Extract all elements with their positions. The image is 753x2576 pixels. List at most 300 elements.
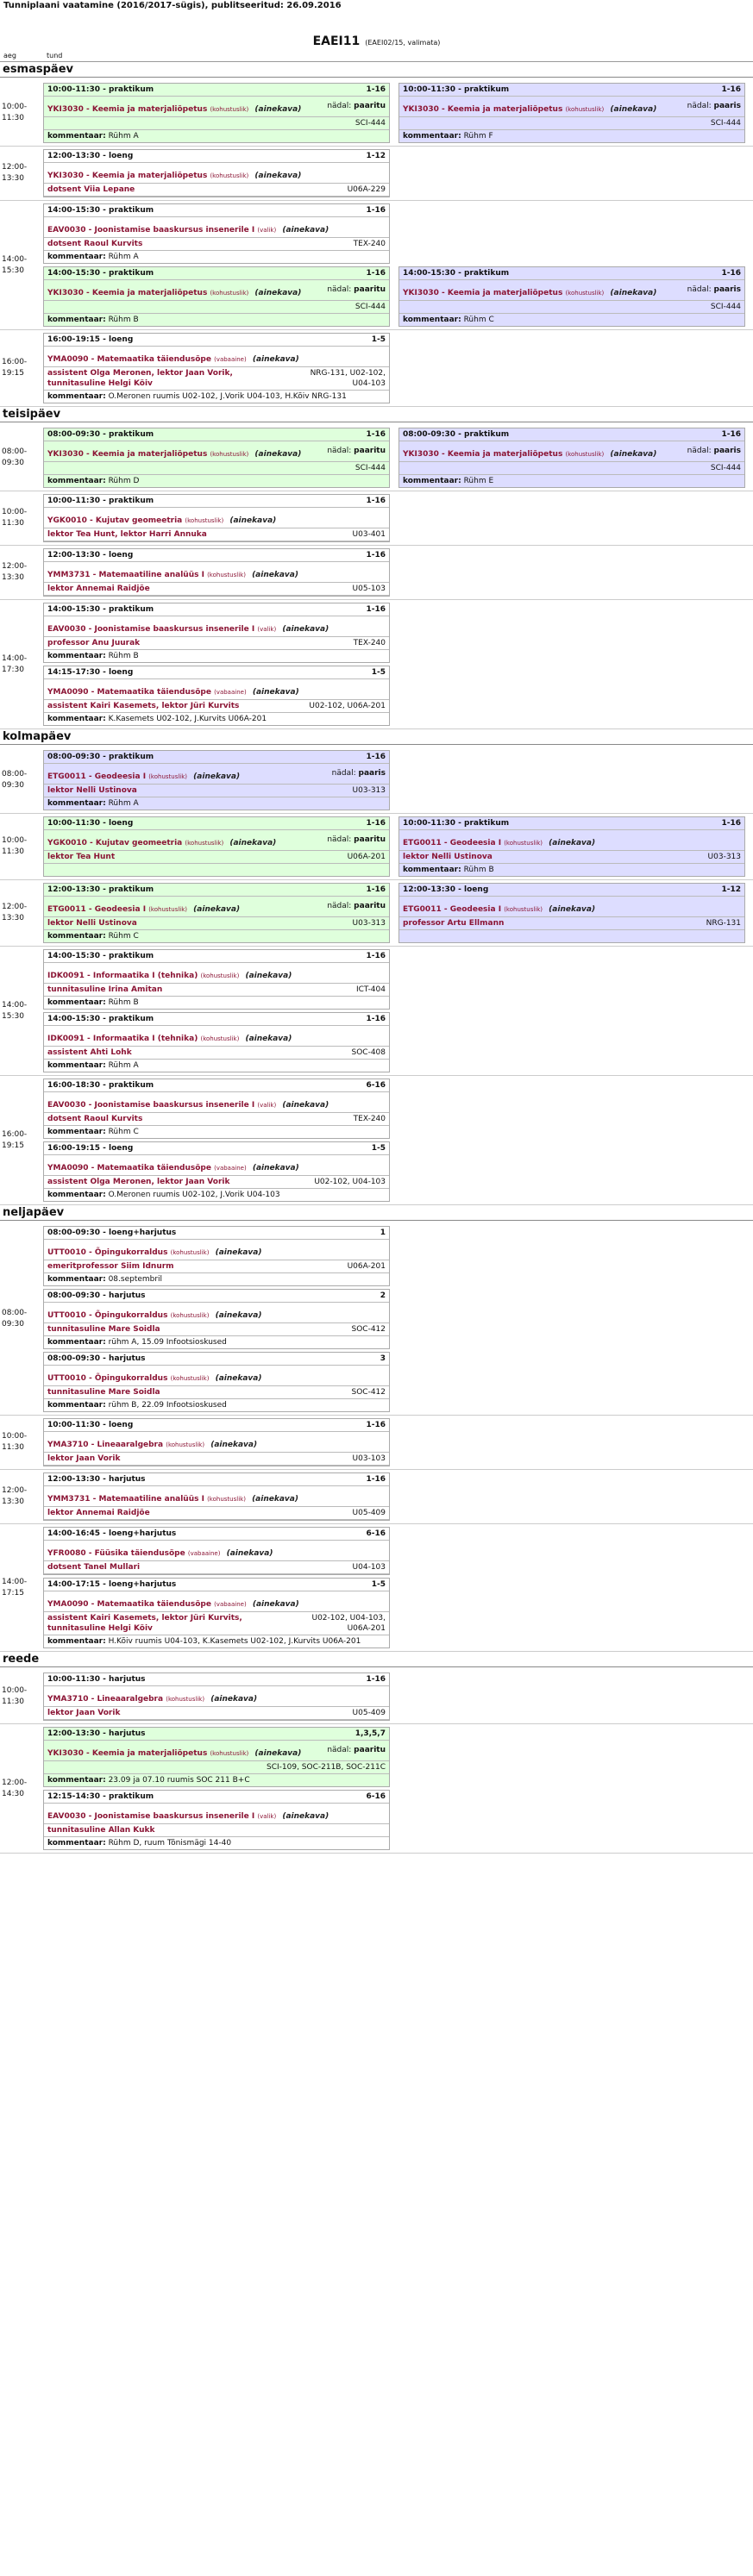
course-type: (kohustuslik) — [148, 906, 188, 913]
room-code: U06A-229 — [347, 185, 386, 194]
course-syllabus-link[interactable]: (ainekava) — [252, 1164, 299, 1172]
week-value: paaritu — [354, 447, 386, 455]
event-header — [44, 1079, 389, 1092]
event-card[interactable] — [43, 1141, 390, 1202]
slot-time: 10:00- 11:30 — [2, 103, 28, 122]
teacher-name[interactable]: lektor Jaan Vorik — [47, 1709, 121, 1717]
event-body — [44, 1155, 389, 1176]
event-weeks: 1-16 — [366, 1421, 386, 1429]
event-header — [44, 495, 389, 508]
event-comment — [44, 1399, 389, 1411]
event-weeks: 1-16 — [366, 206, 386, 215]
teacher-name[interactable]: dotsent Raoul Kurvits — [47, 1115, 143, 1123]
course-link[interactable] — [47, 1164, 386, 1172]
event-body — [399, 280, 744, 301]
event-card[interactable] — [398, 83, 745, 143]
week-value: paaritu — [354, 102, 386, 110]
course-type: (kohustuslik) — [170, 1375, 210, 1382]
slot-time: 12:00- 13:30 — [2, 1486, 28, 1506]
room-code: TEX-240 — [353, 639, 386, 647]
course-link[interactable] — [47, 1549, 386, 1558]
course-syllabus-link[interactable]: (ainekava) — [252, 688, 299, 697]
event-weeks: 6-16 — [366, 1529, 386, 1538]
event-card[interactable] — [43, 1418, 390, 1466]
course-name[interactable]: ETG0011 - Geodeesia I — [47, 772, 147, 781]
room-code: U03-313 — [707, 853, 741, 861]
event-card[interactable] — [43, 949, 390, 1010]
course-name[interactable]: EAV0030 - Joonistamise baaskursus insenerile I — [47, 1812, 255, 1821]
course-syllabus-link[interactable]: (ainekava) — [229, 516, 277, 525]
event-weeks: 1-16 — [366, 1015, 386, 1023]
teacher-room-line — [44, 238, 389, 251]
comment-label: kommentaar: — [47, 652, 106, 660]
teacher-name[interactable]: dotsent Viia Lepane — [47, 185, 135, 194]
room-code: U03-401 — [352, 530, 386, 539]
event-comment — [399, 314, 744, 326]
course-syllabus-link[interactable]: (ainekava) — [549, 905, 596, 914]
course-syllabus-link[interactable]: (ainekava) — [282, 625, 329, 634]
course-syllabus-link[interactable]: (ainekava) — [254, 105, 302, 114]
course-syllabus-link[interactable]: (ainekava) — [215, 1374, 262, 1383]
teacher-name[interactable]: assistent Olga Meronen, lektor Jaan Vorik — [47, 1178, 230, 1186]
course-name[interactable]: YKI3030 - Keemia ja materjaliõpetus — [403, 289, 563, 297]
event-header — [44, 751, 389, 764]
slot-time: 12:00- 13:30 — [2, 163, 28, 183]
event-card[interactable] — [43, 428, 390, 488]
course-link[interactable] — [47, 1441, 386, 1449]
event-weeks: 1-16 — [721, 819, 741, 828]
course-syllabus-link[interactable]: (ainekava) — [245, 972, 292, 980]
event-card[interactable] — [43, 1578, 390, 1648]
course-syllabus-link[interactable]: (ainekava) — [610, 289, 657, 297]
event-body — [44, 1432, 389, 1453]
slot-events — [43, 203, 753, 327]
course-syllabus-link[interactable]: (ainekava) — [229, 839, 277, 847]
event-header — [44, 666, 389, 679]
course-type: (kohustuslik) — [148, 773, 188, 780]
teacher-name[interactable]: lektor Tea Hunt — [47, 853, 116, 861]
teacher-room-line — [44, 1824, 389, 1837]
event-weeks: 6-16 — [366, 1792, 386, 1801]
teacher-name[interactable]: assistent Kairi Kasemets, lektor Jüri Kurvits — [47, 702, 240, 710]
course-name[interactable]: YMA0090 - Matemaatika täiendusõpe — [47, 688, 211, 697]
comment-text: Rühm B — [108, 316, 139, 324]
time-slot — [0, 880, 753, 947]
course-link[interactable] — [47, 1311, 386, 1320]
event-row — [43, 816, 750, 877]
group-subtitle: (EAEI02/15, valimata) — [365, 39, 441, 47]
event-body — [44, 97, 389, 117]
room-code: U03-313 — [352, 919, 386, 928]
event-time-type: 10:00-11:30 - loeng — [47, 819, 134, 828]
teacher-room-line — [44, 917, 389, 930]
event-card[interactable] — [43, 83, 390, 143]
slot-time: 12:00- 14:30 — [2, 1778, 28, 1798]
course-link[interactable] — [47, 625, 386, 634]
event-card[interactable] — [43, 203, 390, 264]
event-row — [43, 83, 750, 143]
event-card[interactable] — [43, 1790, 390, 1850]
event-card[interactable] — [398, 428, 745, 488]
teacher-name[interactable]: lektor Nelli Ustinova — [47, 786, 137, 795]
slot-time: 12:00- 13:30 — [2, 562, 28, 582]
week-label: nädal: — [331, 769, 356, 778]
event-card[interactable] — [43, 1727, 390, 1787]
event-time-type: 12:00-13:30 - harjutus — [47, 1475, 146, 1484]
teacher-room-line — [44, 1323, 389, 1336]
course-type: (kohustuslik) — [210, 172, 249, 179]
comment-text: Rühm A — [108, 1061, 139, 1070]
course-link[interactable] — [47, 688, 386, 697]
event-header — [44, 549, 389, 562]
room-code: U03-103 — [352, 1454, 386, 1463]
event-card[interactable] — [398, 266, 745, 327]
teacher-room-line — [44, 301, 389, 314]
event-body — [44, 1240, 389, 1260]
course-link[interactable] — [47, 226, 386, 234]
comment-text: 23.09 ja 07.10 ruumis SOC 211 B+C — [108, 1776, 250, 1785]
day-heading: reede — [0, 1652, 753, 1667]
course-link[interactable] — [403, 905, 741, 914]
week-label: nädal: — [327, 835, 352, 844]
course-syllabus-link[interactable]: (ainekava) — [254, 172, 302, 180]
event-row — [43, 1472, 750, 1521]
week-value: paaritu — [354, 902, 386, 910]
course-link[interactable] — [47, 571, 386, 579]
event-weeks: 1-16 — [366, 430, 386, 439]
course-name[interactable]: YKI3030 - Keemia ja materjaliõpetus — [403, 450, 563, 459]
event-card[interactable] — [398, 883, 745, 943]
event-card[interactable] — [43, 333, 390, 403]
event-card[interactable] — [43, 1352, 390, 1412]
course-name[interactable]: YMA0090 - Matemaatika täiendusõpe — [47, 355, 211, 364]
course-syllabus-link[interactable]: (ainekava) — [215, 1311, 262, 1320]
course-link[interactable] — [47, 1101, 386, 1110]
group-code: EAEI11 — [312, 34, 361, 48]
course-name[interactable]: YKI3030 - Keemia ja materjaliõpetus — [47, 289, 208, 297]
course-syllabus-link[interactable]: (ainekava) — [252, 1495, 298, 1504]
comment-label: kommentaar: — [403, 866, 461, 874]
event-time-type: 12:00-13:30 - loeng — [403, 885, 489, 894]
event-comment — [44, 130, 389, 142]
course-syllabus-link[interactable]: (ainekava) — [252, 355, 299, 364]
event-comment — [44, 1273, 389, 1285]
slot-events — [43, 333, 753, 403]
room-code: SCI-109, SOC-211B, SOC-211C — [267, 1763, 386, 1772]
week-value: paaris — [358, 769, 386, 778]
course-type: (kohustuslik) — [504, 906, 543, 913]
teacher-name[interactable]: assistent Kairi Kasemets, lektor Jüri Kurvits, tunnitasuline Helgi Kõiv — [47, 1614, 242, 1633]
event-header — [44, 1419, 389, 1432]
room-code: U03-313 — [352, 786, 386, 795]
course-syllabus-link[interactable]: (ainekava) — [193, 772, 241, 781]
course-syllabus-link[interactable]: (ainekava) — [282, 1101, 329, 1110]
room-code: U02-102, U04-103, U06A-201 — [311, 1614, 386, 1633]
week-value: paaris — [713, 102, 741, 110]
week-label: nädal: — [327, 902, 352, 910]
teacher-name[interactable]: tunnitasuline Mare Soidla — [47, 1388, 160, 1397]
room-code: U05-409 — [352, 1709, 386, 1717]
room-code: U05-409 — [352, 1509, 386, 1517]
event-header — [44, 1791, 389, 1804]
comment-text: Rühm C — [108, 932, 139, 941]
day-heading: teisipäev — [0, 407, 753, 422]
event-body — [44, 1804, 389, 1824]
comment-text: Rühm A — [108, 799, 139, 808]
course-name[interactable]: YKI3030 - Keemia ja materjaliõpetus — [47, 450, 208, 459]
comment-text: Rühm F — [463, 132, 493, 141]
time-slot — [0, 947, 753, 1076]
event-card[interactable] — [43, 603, 390, 663]
room-code: NRG-131, U02-102, U04-103 — [310, 369, 386, 388]
course-name[interactable]: EAV0030 - Joonistamise baaskursus insenerile I — [47, 625, 255, 634]
event-header — [44, 1579, 389, 1591]
course-name[interactable]: YGK0010 - Kujutav geomeetria — [47, 839, 183, 847]
event-body — [44, 679, 389, 700]
room-code: TEX-240 — [353, 240, 386, 248]
event-card[interactable] — [43, 548, 390, 597]
event-card[interactable] — [43, 1226, 390, 1286]
course-name[interactable]: YMA3710 - Lineaaralgebra — [47, 1441, 164, 1449]
event-body — [399, 441, 744, 462]
week-parity — [327, 902, 386, 910]
course-link[interactable] — [47, 1374, 386, 1383]
comment-label: kommentaar: — [47, 799, 106, 808]
event-card[interactable] — [43, 266, 390, 327]
event-card[interactable] — [43, 1527, 390, 1575]
event-time-type: 08:00-09:30 - loeng+harjutus — [47, 1229, 177, 1237]
course-link[interactable] — [47, 1035, 386, 1043]
course-name[interactable]: YMA3710 - Lineaaralgebra — [47, 1695, 164, 1704]
course-name[interactable]: YMA0090 - Matemaatika täiendusõpe — [47, 1164, 211, 1172]
course-type: (vabaaine) — [214, 1165, 247, 1172]
course-link[interactable] — [47, 1600, 386, 1609]
room-code: SOC-412 — [351, 1325, 386, 1334]
event-body — [399, 830, 744, 851]
course-name[interactable]: UTT0010 - Õpingukorraldus — [47, 1248, 168, 1257]
course-name[interactable]: IDK0091 - Informaatika I (tehnika) — [47, 972, 198, 980]
course-syllabus-link[interactable]: (ainekava) — [282, 226, 329, 234]
comment-text: rühm B, 22.09 Infootsioskused — [108, 1401, 227, 1410]
course-name[interactable]: YKI3030 - Keemia ja materjaliõpetus — [47, 1749, 208, 1758]
course-type: (kohustuslik) — [207, 1496, 246, 1503]
event-row — [43, 1527, 750, 1575]
teacher-name[interactable]: dotsent Tanel Mullari — [47, 1563, 141, 1572]
teacher-name[interactable]: professor Artu Ellmann — [403, 919, 505, 928]
teacher-name[interactable]: lektor Jaan Vorik — [47, 1454, 121, 1463]
week-parity — [327, 102, 386, 110]
course-link[interactable] — [47, 172, 386, 180]
week-parity — [687, 102, 741, 110]
course-link[interactable] — [47, 516, 386, 525]
event-row — [43, 1226, 750, 1286]
teacher-name[interactable]: tunnitasuline Allan Kukk — [47, 1826, 155, 1835]
teacher-name[interactable]: tunnitasuline Irina Amitan — [47, 985, 163, 994]
course-link[interactable] — [403, 839, 741, 847]
slot-events — [43, 883, 753, 943]
event-card[interactable] — [43, 666, 390, 726]
teacher-name[interactable]: tunnitasuline Mare Soidla — [47, 1325, 160, 1334]
event-body — [44, 830, 389, 851]
event-body — [44, 347, 389, 367]
teacher-room-line — [44, 1386, 389, 1399]
teacher-name[interactable]: emeritprofessor Siim Idnurm — [47, 1262, 174, 1271]
course-name[interactable]: ETG0011 - Geodeesia I — [47, 905, 147, 914]
course-name[interactable]: YMM3731 - Matemaatiline analüüs I — [47, 571, 204, 579]
day-heading: neljapäev — [0, 1205, 753, 1221]
event-row — [43, 428, 750, 488]
course-link[interactable] — [47, 1248, 386, 1257]
event-time-type: 12:00-13:30 - praktikum — [47, 885, 154, 894]
event-time-type: 08:00-09:30 - praktikum — [47, 753, 154, 761]
course-link[interactable] — [47, 972, 386, 980]
teacher-room-line — [44, 851, 389, 864]
week-value: paaritu — [354, 1746, 386, 1754]
course-type: (kohustuslik) — [185, 517, 224, 524]
course-type: (kohustuslik) — [170, 1312, 210, 1319]
week-value: paaris — [713, 447, 741, 455]
event-body — [44, 764, 389, 785]
course-type: (kohustuslik) — [210, 451, 249, 458]
time-slot — [0, 1076, 753, 1205]
course-syllabus-link[interactable]: (ainekava) — [282, 1812, 329, 1821]
course-syllabus-link[interactable]: (ainekava) — [210, 1441, 258, 1449]
comment-text: Rühm A — [108, 132, 139, 141]
teacher-name[interactable]: assistent Ahti Lohk — [47, 1048, 132, 1057]
course-syllabus-link[interactable]: (ainekava) — [254, 450, 302, 459]
course-name[interactable]: YGK0010 - Kujutav geomeetria — [47, 516, 183, 525]
event-header — [399, 884, 744, 897]
course-syllabus-link[interactable]: (ainekava) — [254, 1749, 302, 1758]
event-card[interactable] — [43, 750, 390, 810]
teacher-room-line — [44, 1176, 389, 1189]
course-syllabus-link[interactable]: (ainekava) — [252, 571, 298, 579]
room-code: SOC-412 — [351, 1388, 386, 1397]
event-header — [399, 817, 744, 830]
event-header — [399, 267, 744, 280]
event-time-type: 10:00-11:30 - praktikum — [47, 497, 154, 505]
event-comment — [44, 314, 389, 326]
teacher-name[interactable]: professor Anu Juurak — [47, 639, 141, 647]
slot-time: 10:00- 11:30 — [2, 508, 28, 528]
course-link[interactable] — [47, 1695, 386, 1704]
course-name[interactable]: YMM3731 - Matemaatiline analüüs I — [47, 1495, 204, 1504]
course-syllabus-link[interactable]: (ainekava) — [610, 105, 657, 114]
teacher-room-line — [399, 917, 744, 930]
course-syllabus-link[interactable]: (ainekava) — [215, 1248, 262, 1257]
course-name[interactable]: YFR0080 - Füüsika täiendusõpe — [47, 1549, 185, 1558]
slot-events — [43, 149, 753, 197]
event-header — [44, 1227, 389, 1240]
event-row — [43, 203, 750, 264]
event-time-type: 10:00-11:30 - harjutus — [47, 1675, 146, 1684]
event-row — [43, 1418, 750, 1466]
group-title — [0, 10, 753, 50]
event-card[interactable] — [43, 1673, 390, 1721]
course-name[interactable]: ETG0011 - Geodeesia I — [403, 839, 502, 847]
teacher-name[interactable]: lektor Annemai Raidjõe — [47, 1509, 150, 1517]
comment-text: H.Kõiv ruumis U04-103, K.Kasemets U02-102, J.Kurvits U06A-201 — [108, 1637, 361, 1646]
slot-time: 14:00- 15:30 — [2, 1000, 28, 1021]
time-slot — [0, 425, 753, 491]
course-name[interactable]: YMA0090 - Matemaatika täiendusõpe — [47, 1600, 211, 1609]
course-syllabus-link[interactable]: (ainekava) — [245, 1035, 292, 1043]
teacher-name[interactable]: lektor Annemai Raidjõe — [47, 585, 150, 593]
slot-events — [43, 1673, 753, 1721]
teacher-room-line — [399, 301, 744, 314]
teacher-name[interactable]: lektor Tea Hunt, lektor Harri Annuka — [47, 530, 207, 539]
course-syllabus-link[interactable]: (ainekava) — [210, 1695, 258, 1704]
course-link[interactable] — [47, 1495, 386, 1504]
slot-time: 10:00- 11:30 — [2, 836, 28, 856]
course-syllabus-link[interactable]: (ainekava) — [252, 1600, 299, 1609]
comment-label: kommentaar: — [403, 132, 461, 141]
course-syllabus-link[interactable]: (ainekava) — [254, 289, 302, 297]
course-name[interactable]: YKI3030 - Keemia ja materjaliõpetus — [403, 105, 563, 114]
event-card[interactable] — [43, 816, 390, 877]
course-syllabus-link[interactable]: (ainekava) — [549, 839, 596, 847]
room-code: SOC-408 — [351, 1048, 386, 1057]
slot-events — [43, 1226, 753, 1412]
course-type: (kohustuslik) — [170, 1249, 210, 1256]
course-syllabus-link[interactable]: (ainekava) — [226, 1549, 273, 1558]
event-body — [399, 897, 744, 917]
event-weeks: 1-16 — [721, 85, 741, 94]
slot-events — [43, 428, 753, 488]
time-slot — [0, 1416, 753, 1470]
event-card[interactable] — [398, 816, 745, 877]
course-name[interactable]: YKI3030 - Keemia ja materjaliõpetus — [47, 172, 208, 180]
course-name[interactable]: ETG0011 - Geodeesia I — [403, 905, 502, 914]
course-type: (kohustuslik) — [210, 1750, 249, 1757]
event-comment — [44, 1774, 389, 1786]
teacher-name[interactable]: dotsent Raoul Kurvits — [47, 240, 143, 248]
course-syllabus-link[interactable]: (ainekava) — [610, 450, 657, 459]
course-syllabus-link[interactable]: (ainekava) — [193, 905, 241, 914]
course-name[interactable]: UTT0010 - Õpingukorraldus — [47, 1374, 168, 1383]
event-card[interactable] — [43, 1289, 390, 1349]
week-value: paaris — [713, 285, 741, 294]
event-weeks: 1-5 — [371, 335, 386, 344]
teacher-name[interactable]: lektor Nelli Ustinova — [403, 853, 493, 861]
slot-events — [43, 548, 753, 597]
course-name[interactable]: EAV0030 - Joonistamise baaskursus insenerile I — [47, 1101, 255, 1110]
event-card[interactable] — [43, 149, 390, 197]
course-name[interactable]: YKI3030 - Keemia ja materjaliõpetus — [47, 105, 208, 114]
event-card[interactable] — [43, 883, 390, 943]
event-body — [44, 217, 389, 238]
event-weeks: 1-16 — [366, 753, 386, 761]
event-body — [44, 1026, 389, 1047]
event-card[interactable] — [43, 1472, 390, 1521]
teacher-name[interactable]: assistent Olga Meronen, lektor Jaan Vorik, tunnitasuline Helgi Kõiv — [47, 369, 233, 388]
event-time-type: 10:00-11:30 - praktikum — [403, 819, 510, 828]
room-code: U02-102, U06A-201 — [309, 702, 386, 710]
event-comment — [44, 475, 389, 487]
event-weeks: 1-16 — [721, 269, 741, 278]
course-link[interactable] — [47, 1812, 386, 1821]
course-name[interactable]: UTT0010 - Õpingukorraldus — [47, 1311, 168, 1320]
course-name[interactable]: EAV0030 - Joonistamise baaskursus insenerile I — [47, 226, 255, 234]
event-row — [43, 1012, 750, 1072]
event-weeks: 1-16 — [366, 551, 386, 560]
event-card[interactable] — [43, 1079, 390, 1139]
course-name[interactable]: IDK0091 - Informaatika I (tehnika) — [47, 1035, 198, 1043]
teacher-name[interactable]: lektor Nelli Ustinova — [47, 919, 137, 928]
event-card[interactable] — [43, 1012, 390, 1072]
event-card[interactable] — [43, 494, 390, 542]
course-link[interactable] — [47, 355, 386, 364]
